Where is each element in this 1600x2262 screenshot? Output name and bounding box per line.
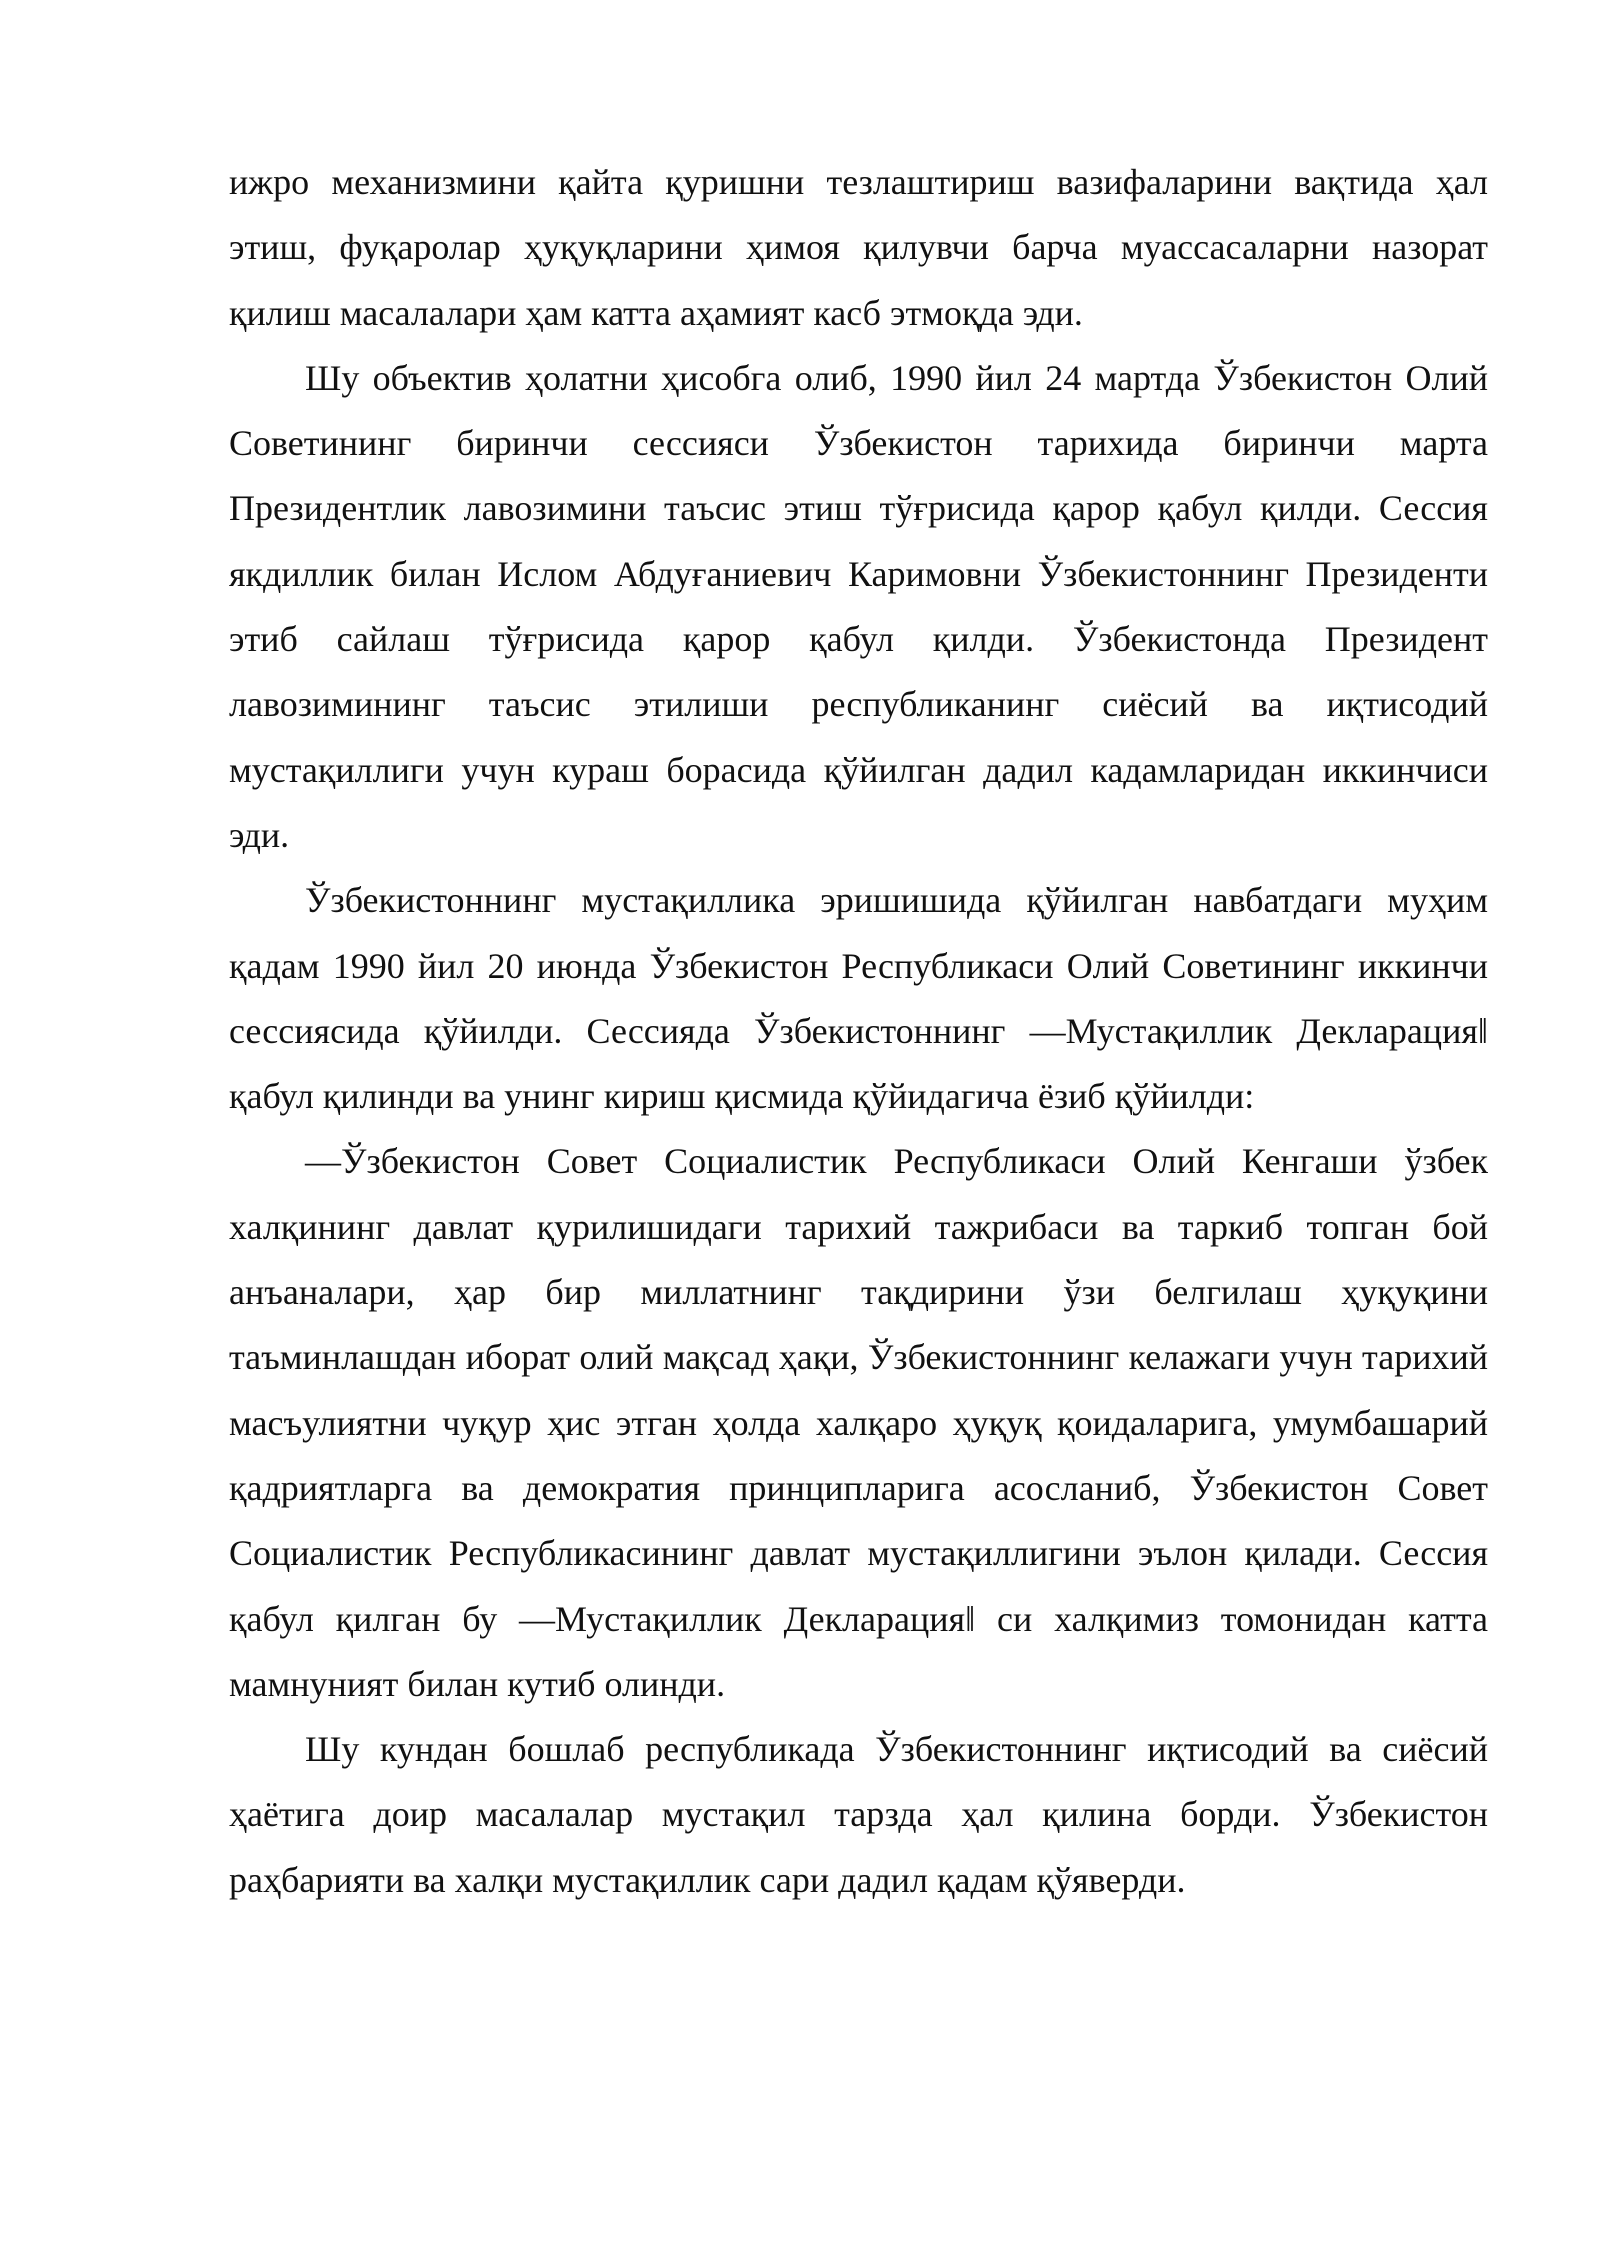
body-text bbox=[229, 150, 1488, 1913]
paragraph-5: Шу кундан бошлаб республикада Ўзбекистоннинг иқтисодий ва сиёсий ҳаётига доир масалалар мустақил тарзда ҳал қилина борди. Ўзбекистон раҳбарияти ва халқи мустақиллик сари дадил қадам қўяверди. bbox=[229, 1729, 1488, 1900]
paragraph-1: ижро механизмини қайта қуришни тезлаштириш вазифаларини вақтида ҳал этиш, фуқаролар ҳуқуқларини ҳимоя қилувчи барча муассасаларни назорат қилиш масалалари ҳам катта аҳамият касб этмоқда эди. bbox=[229, 162, 1488, 333]
paragraph-3: Ўзбекистоннинг мустақиллика эришишида қўйилган навбатдаги муҳим қадам 1990 йил 20 июнда Ўзбекистон Республикаси Олий Советининг иккинчи сессиясида қўйилди. Сессияда Ўзбекистоннинг ―Мустақиллик Декларацияǁ қабул қилинди ва унинг кириш қисмида қўйидагича ёзиб қўйилди: bbox=[229, 880, 1488, 1117]
paragraph-4: ―Ўзбекистон Совет Социалистик Республикаси Олий Кенгаши ўзбек халқининг давлат қурилишидаги тарихий тажрибаси ва таркиб топган бой анъаналари, ҳар бир миллатнинг тақдирини ўзи белгилаш ҳуқуқини таъминлашдан иборат олий мақсад ҳақи, Ўзбекистоннинг келажаги учун тарихий масъулиятни чуқур ҳис этган ҳолда халқаро ҳуқуқ қоидаларига, умумбашарий қадриятларга ва демократия принципларига асосланиб, Ўзбекистон Совет Социалистик Республикасининг давлат мустақиллигини эълон қилади. Сессия қабул қилган бу ―Мустақиллик Декларацияǁ си халқимиз томонидан катта мамнуният билан кутиб олинди. bbox=[229, 1141, 1488, 1704]
paragraph-2: Шу объектив ҳолатни ҳисобга олиб, 1990 йил 24 мартда Ўзбекистон Олий Советининг биринчи сессияси Ўзбекистон тарихида биринчи марта Президентлик лавозимини таъсис этиш тўғрисида қарор қабул қилди. Сессия якдиллик билан Ислом Абдуғаниевич Каримовни Ўзбекистоннинг Президенти этиб сайлаш тўғрисида қарор қабул қилди. Ўзбекистонда Президент лавозимининг таъсис этилиши республиканинг сиёсий ва иқтисодий мустақиллиги учун кураш борасида қўйилган дадил кадамларидан иккинчиси эди. bbox=[229, 357, 1488, 855]
